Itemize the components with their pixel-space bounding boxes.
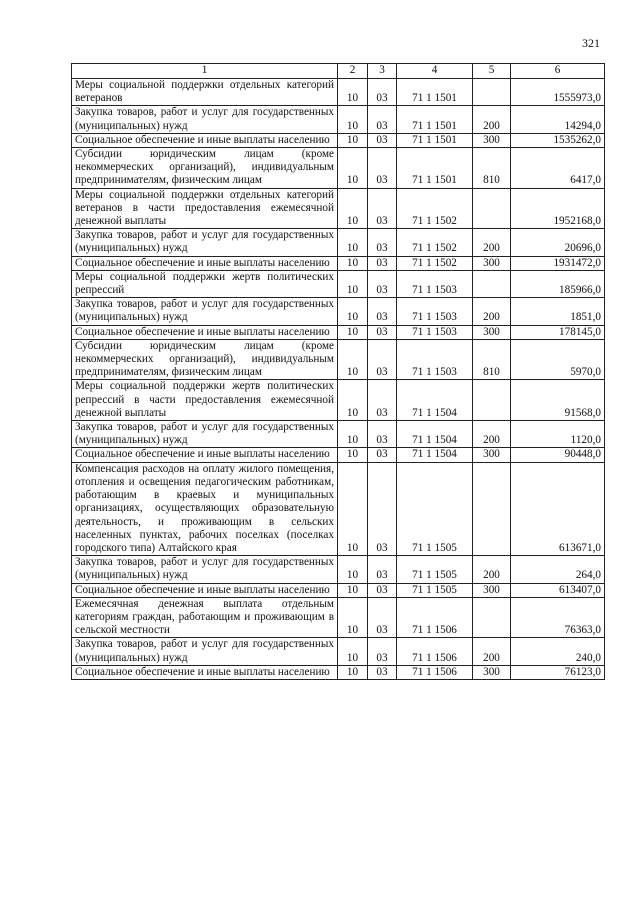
cell-amount: 613671,0	[511, 462, 605, 555]
table-row	[72, 339, 605, 380]
table-row	[72, 638, 605, 665]
cell-name: Меры социальной поддержки жертв политических репрессий в части предоставления ежемесячной денежной выплаты	[72, 380, 338, 421]
cell-section: 10	[338, 229, 368, 256]
cell-expense-type	[473, 188, 511, 229]
cell-subsection: 03	[368, 380, 397, 421]
table-row	[72, 229, 605, 256]
cell-expense-type	[473, 79, 511, 106]
table-row	[72, 556, 605, 583]
cell-amount: 91568,0	[511, 380, 605, 421]
header-row	[72, 64, 605, 79]
cell-expense-type: 200	[473, 556, 511, 583]
cell-subsection: 03	[368, 638, 397, 665]
cell-subsection: 03	[368, 106, 397, 133]
cell-subsection: 03	[368, 448, 397, 462]
cell-expense-type: 300	[473, 325, 511, 339]
cell-amount: 1555973,0	[511, 79, 605, 106]
table-row	[72, 133, 605, 147]
cell-amount: 5970,0	[511, 339, 605, 380]
cell-section: 10	[338, 148, 368, 189]
cell-amount: 1931472,0	[511, 256, 605, 270]
column-header-6: 6	[511, 64, 605, 79]
cell-expense-type: 810	[473, 148, 511, 189]
table-row	[72, 665, 605, 679]
cell-amount: 1535262,0	[511, 133, 605, 147]
cell-section: 10	[338, 298, 368, 325]
cell-name: Меры социальной поддержки отдельных категорий ветеранов	[72, 79, 338, 106]
cell-name: Субсидии юридическим лицам (кроме некоммерческих организаций), индивидуальным предпринимателям, физическим лицам	[72, 339, 338, 380]
cell-subsection: 03	[368, 665, 397, 679]
cell-name: Социальное обеспечение и иные выплаты населению	[72, 448, 338, 462]
table-row	[72, 106, 605, 133]
cell-expense-type: 200	[473, 229, 511, 256]
cell-expense-type: 300	[473, 583, 511, 597]
cell-target-code: 71 1 1505	[397, 462, 473, 555]
table-row	[72, 79, 605, 106]
cell-amount: 1851,0	[511, 298, 605, 325]
cell-subsection: 03	[368, 421, 397, 448]
cell-target-code: 71 1 1502	[397, 229, 473, 256]
cell-expense-type: 300	[473, 133, 511, 147]
cell-amount: 1952168,0	[511, 188, 605, 229]
cell-amount: 14294,0	[511, 106, 605, 133]
cell-target-code: 71 1 1506	[397, 638, 473, 665]
cell-section: 10	[338, 339, 368, 380]
cell-target-code: 71 1 1502	[397, 256, 473, 270]
budget-table	[71, 63, 605, 680]
cell-section: 10	[338, 106, 368, 133]
cell-subsection: 03	[368, 339, 397, 380]
cell-expense-type: 200	[473, 421, 511, 448]
cell-target-code: 71 1 1501	[397, 106, 473, 133]
cell-section: 10	[338, 133, 368, 147]
cell-target-code: 71 1 1503	[397, 339, 473, 380]
cell-expense-type: 200	[473, 638, 511, 665]
cell-section: 10	[338, 188, 368, 229]
cell-expense-type: 300	[473, 256, 511, 270]
cell-subsection: 03	[368, 298, 397, 325]
cell-name: Закупка товаров, работ и услуг для государственных (муниципальных) нужд	[72, 106, 338, 133]
cell-amount: 76123,0	[511, 665, 605, 679]
cell-expense-type: 810	[473, 339, 511, 380]
cell-section: 10	[338, 448, 368, 462]
column-header-4: 4	[397, 64, 473, 79]
cell-target-code: 71 1 1503	[397, 270, 473, 297]
cell-amount: 1120,0	[511, 421, 605, 448]
cell-section: 10	[338, 325, 368, 339]
cell-amount: 240,0	[511, 638, 605, 665]
cell-target-code: 71 1 1501	[397, 133, 473, 147]
cell-amount: 90448,0	[511, 448, 605, 462]
cell-section: 10	[338, 665, 368, 679]
cell-subsection: 03	[368, 462, 397, 555]
cell-subsection: 03	[368, 148, 397, 189]
cell-amount: 6417,0	[511, 148, 605, 189]
cell-expense-type	[473, 462, 511, 555]
cell-name: Закупка товаров, работ и услуг для государственных (муниципальных) нужд	[72, 638, 338, 665]
cell-expense-type	[473, 270, 511, 297]
cell-name: Компенсация расходов на оплату жилого помещения, отопления и освещения педагогическим работникам, работающим в краевых и муниципальных организациях, осуществляющих образовательную деятельность, и проживающим в сельских населенных пунктах, рабочих поселках (поселках городского типа) Алтайского края	[72, 462, 338, 555]
cell-subsection: 03	[368, 597, 397, 638]
cell-target-code: 71 1 1506	[397, 597, 473, 638]
cell-target-code: 71 1 1505	[397, 556, 473, 583]
cell-section: 10	[338, 597, 368, 638]
table-row	[72, 188, 605, 229]
column-header-1: 1	[72, 64, 338, 79]
cell-subsection: 03	[368, 270, 397, 297]
column-header-5: 5	[473, 64, 511, 79]
cell-section: 10	[338, 583, 368, 597]
table-row	[72, 256, 605, 270]
cell-target-code: 71 1 1504	[397, 448, 473, 462]
cell-target-code: 71 1 1505	[397, 583, 473, 597]
cell-amount: 185966,0	[511, 270, 605, 297]
cell-subsection: 03	[368, 229, 397, 256]
cell-name: Социальное обеспечение и иные выплаты населению	[72, 665, 338, 679]
cell-section: 10	[338, 638, 368, 665]
cell-name: Закупка товаров, работ и услуг для государственных (муниципальных) нужд	[72, 229, 338, 256]
column-header-3: 3	[368, 64, 397, 79]
cell-amount: 20696,0	[511, 229, 605, 256]
cell-name: Социальное обеспечение и иные выплаты населению	[72, 583, 338, 597]
cell-target-code: 71 1 1506	[397, 665, 473, 679]
cell-section: 10	[338, 256, 368, 270]
table-row	[72, 380, 605, 421]
table-row	[72, 325, 605, 339]
cell-expense-type: 300	[473, 665, 511, 679]
cell-name: Меры социальной поддержки жертв политических репрессий	[72, 270, 338, 297]
table-row	[72, 421, 605, 448]
cell-name: Меры социальной поддержки отдельных категорий ветеранов в части предоставления ежемесячной денежной выплаты	[72, 188, 338, 229]
table-row	[72, 448, 605, 462]
cell-section: 10	[338, 421, 368, 448]
cell-name: Социальное обеспечение и иные выплаты населению	[72, 133, 338, 147]
cell-name: Ежемесячная денежная выплата отдельным категориям граждан, работающим и проживающим в сельской местности	[72, 597, 338, 638]
cell-name: Социальное обеспечение и иные выплаты населению	[72, 325, 338, 339]
table-row	[72, 298, 605, 325]
cell-section: 10	[338, 270, 368, 297]
cell-target-code: 71 1 1503	[397, 325, 473, 339]
cell-section: 10	[338, 556, 368, 583]
table-row	[72, 597, 605, 638]
cell-target-code: 71 1 1504	[397, 421, 473, 448]
cell-expense-type: 200	[473, 106, 511, 133]
cell-target-code: 71 1 1503	[397, 298, 473, 325]
table-body	[72, 79, 605, 680]
cell-expense-type: 200	[473, 298, 511, 325]
cell-expense-type	[473, 380, 511, 421]
cell-target-code: 71 1 1501	[397, 148, 473, 189]
table-row	[72, 270, 605, 297]
page-number: 321	[582, 36, 600, 50]
cell-subsection: 03	[368, 583, 397, 597]
cell-section: 10	[338, 79, 368, 106]
cell-section: 10	[338, 462, 368, 555]
cell-name: Социальное обеспечение и иные выплаты населению	[72, 256, 338, 270]
cell-name: Субсидии юридическим лицам (кроме некоммерческих организаций), индивидуальным предпринимателям, физическим лицам	[72, 148, 338, 189]
cell-amount: 178145,0	[511, 325, 605, 339]
cell-subsection: 03	[368, 188, 397, 229]
cell-name: Закупка товаров, работ и услуг для государственных (муниципальных) нужд	[72, 556, 338, 583]
cell-section: 10	[338, 380, 368, 421]
cell-expense-type: 300	[473, 448, 511, 462]
cell-subsection: 03	[368, 133, 397, 147]
cell-target-code: 71 1 1502	[397, 188, 473, 229]
cell-target-code: 71 1 1504	[397, 380, 473, 421]
cell-amount: 76363,0	[511, 597, 605, 638]
cell-target-code: 71 1 1501	[397, 79, 473, 106]
table-row	[72, 148, 605, 189]
cell-name: Закупка товаров, работ и услуг для государственных (муниципальных) нужд	[72, 421, 338, 448]
table-row	[72, 583, 605, 597]
cell-name: Закупка товаров, работ и услуг для государственных (муниципальных) нужд	[72, 298, 338, 325]
column-header-2: 2	[338, 64, 368, 79]
cell-subsection: 03	[368, 325, 397, 339]
cell-amount: 613407,0	[511, 583, 605, 597]
cell-amount: 264,0	[511, 556, 605, 583]
cell-subsection: 03	[368, 556, 397, 583]
table-row	[72, 462, 605, 555]
cell-subsection: 03	[368, 79, 397, 106]
cell-subsection: 03	[368, 256, 397, 270]
cell-expense-type	[473, 597, 511, 638]
